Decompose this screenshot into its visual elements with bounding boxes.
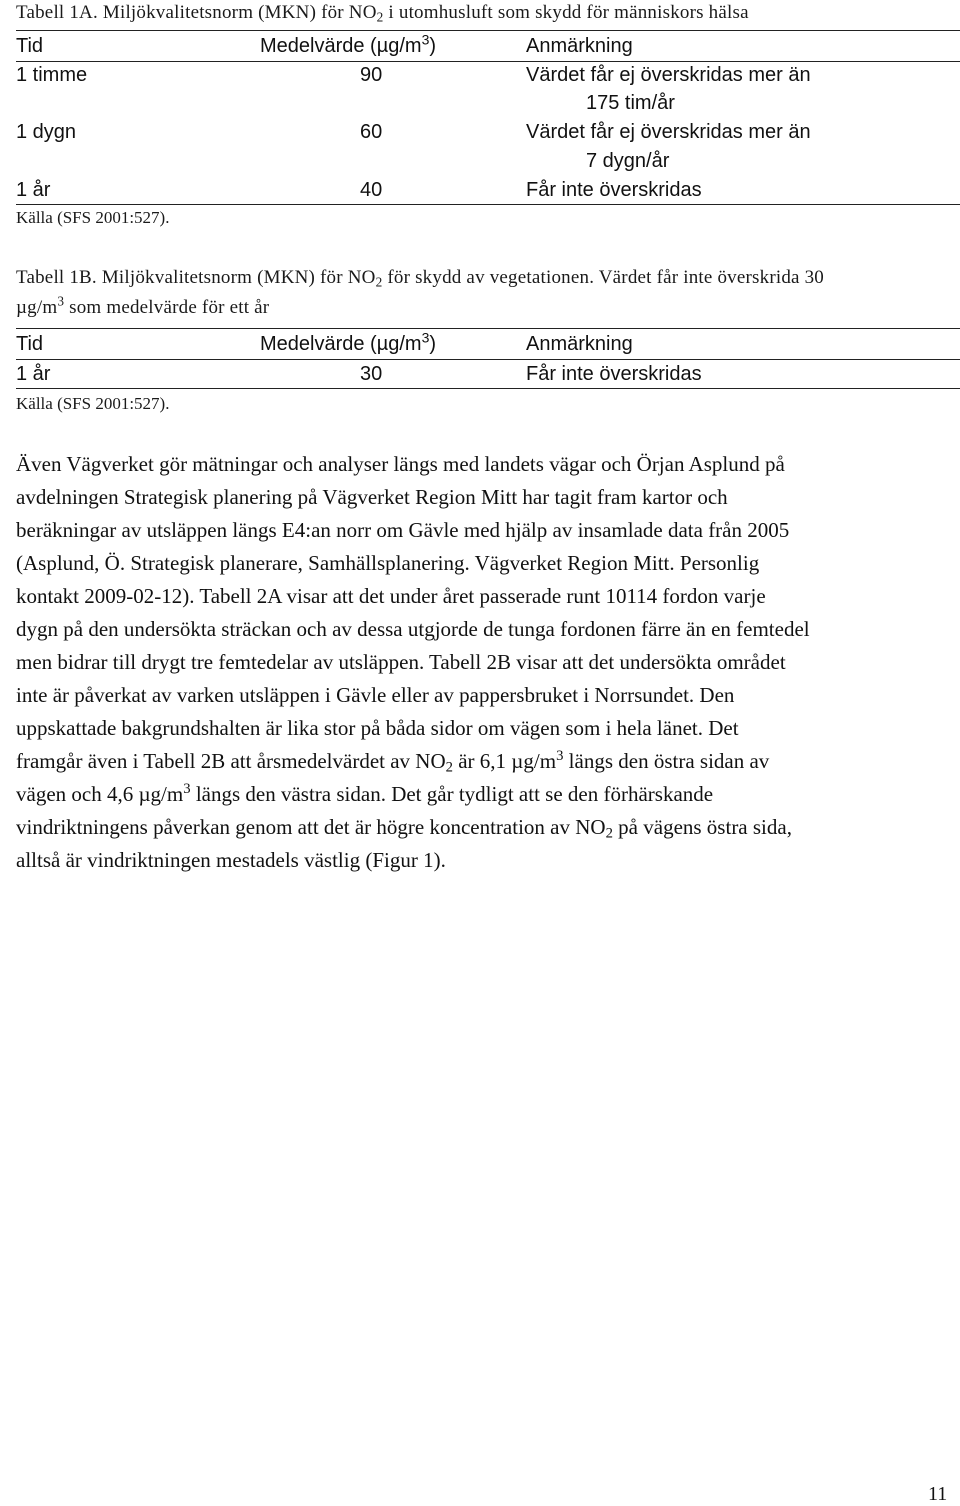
column-header-time: Tid (16, 35, 44, 57)
paragraph-line: dygn på den undersökta sträckan och av dessa utgjorde de tunga fordonen färre än en femtedel (16, 617, 810, 641)
paragraph-line: kontakt 2009-02-12). Tabell 2A visar att det under året passerade runt 10114 fordon varje (16, 584, 766, 608)
table-cell-note: Värdet får ej överskridas mer än (526, 121, 811, 143)
table-cell-note-cont: 7 dygn/år (586, 150, 670, 172)
table-cell-time: 1 år (16, 363, 51, 385)
column-header-note: Anmärkning (526, 333, 633, 355)
paragraph-line: (Asplund, Ö. Strategisk planerare, Samhällsplanering. Vägverket Region Mitt. Personlig (16, 551, 760, 575)
table-cell-time: 1 timme (16, 64, 88, 86)
body-paragraph (16, 448, 946, 877)
paragraph-line: vägen och 4,6 $\mu g/m^3$ längs den västra sidan. Det går tydligt att se den förhärskande (16, 780, 714, 806)
table-rule (16, 30, 960, 31)
paragraph-line: vindriktningens påverkan genom att det är högre koncentration av $NO_2$ på vägens östra sida, (16, 815, 792, 842)
paragraph-line: inte är påverkat av varken utsläppen i Gävle eller av pappersbruket i Norrsundet. Den (16, 683, 735, 707)
column-header-value: Medelvärde $(\mu g/m^3)$ (260, 329, 437, 355)
table-cell-note-cont: 175 tim/år (586, 92, 675, 114)
table-cell-value: 60 (360, 121, 383, 143)
table-rule (16, 328, 960, 329)
table-cell-value: 90 (360, 64, 383, 86)
table-cell-value: 30 (360, 363, 383, 385)
table-cell-note: Får inte överskridas (526, 179, 702, 201)
table-cell-time: 1 år (16, 179, 51, 201)
table-1a-caption: Tabell 1A. Miljökvalitetsnorm (MKN) för $NO_2$ i utomhusluft som skydd för människors hälsa (16, 2, 749, 25)
table-1b-caption-line2: $\mu g/m^3$ som medelvärde för ett år (16, 293, 270, 318)
paragraph-line: uppskattade bakgrundshalten är lika stor på båda sidor om vägen som i hela länet. Det (16, 716, 739, 740)
paragraph-line: beräkningar av utsläppen längs E4:an norr om Gävle med hjälp av insamlade data från 2005 (16, 518, 790, 542)
column-header-value: Medelvärde $(\mu g/m^3)$ (260, 31, 437, 57)
paragraph-line: men bidrar till drygt tre femtedelar av utsläppen. Tabell 2B visar att det undersökta området (16, 650, 786, 674)
table-rule (16, 61, 960, 62)
table-1b-source: Källa (SFS 2001:527). (16, 394, 170, 413)
table-rule (16, 388, 960, 389)
table-rule (16, 204, 960, 205)
table-cell-value: 40 (360, 179, 383, 201)
table-1a (16, 30, 960, 210)
column-header-time: Tid (16, 333, 44, 355)
column-header-note: Anmärkning (526, 35, 633, 57)
paragraph-line: framgår även i Tabell 2B att årsmedelvärdet av $NO_2$ är 6,1 $\mu g/m^3$ längs den östra sidan av (16, 747, 770, 776)
table-cell-time: 1 dygn (16, 121, 77, 143)
page-number: 11 (928, 1483, 948, 1505)
table-1a-source: Källa (SFS 2001:527). (16, 208, 170, 227)
paragraph-line: Även Vägverket gör mätningar och analyser längs med landets vägar och Örjan Asplund på (16, 452, 785, 476)
paragraph-line: alltså är vindriktningen mestadels västlig (Figur 1). (16, 848, 446, 872)
paragraph-line: avdelningen Strategisk planering på Vägverket Region Mitt har tagit fram kartor och (16, 485, 728, 509)
table-1b (16, 328, 960, 392)
table-cell-note: Värdet får ej överskridas mer än (526, 64, 811, 86)
table-1b-caption: Tabell 1B. Miljökvalitetsnorm (MKN) för $NO_2$ för skydd av vegetationen. Värdet får inte överskrida 30 (16, 267, 825, 290)
table-rule (16, 359, 960, 360)
table-cell-note: Får inte överskridas (526, 363, 702, 385)
